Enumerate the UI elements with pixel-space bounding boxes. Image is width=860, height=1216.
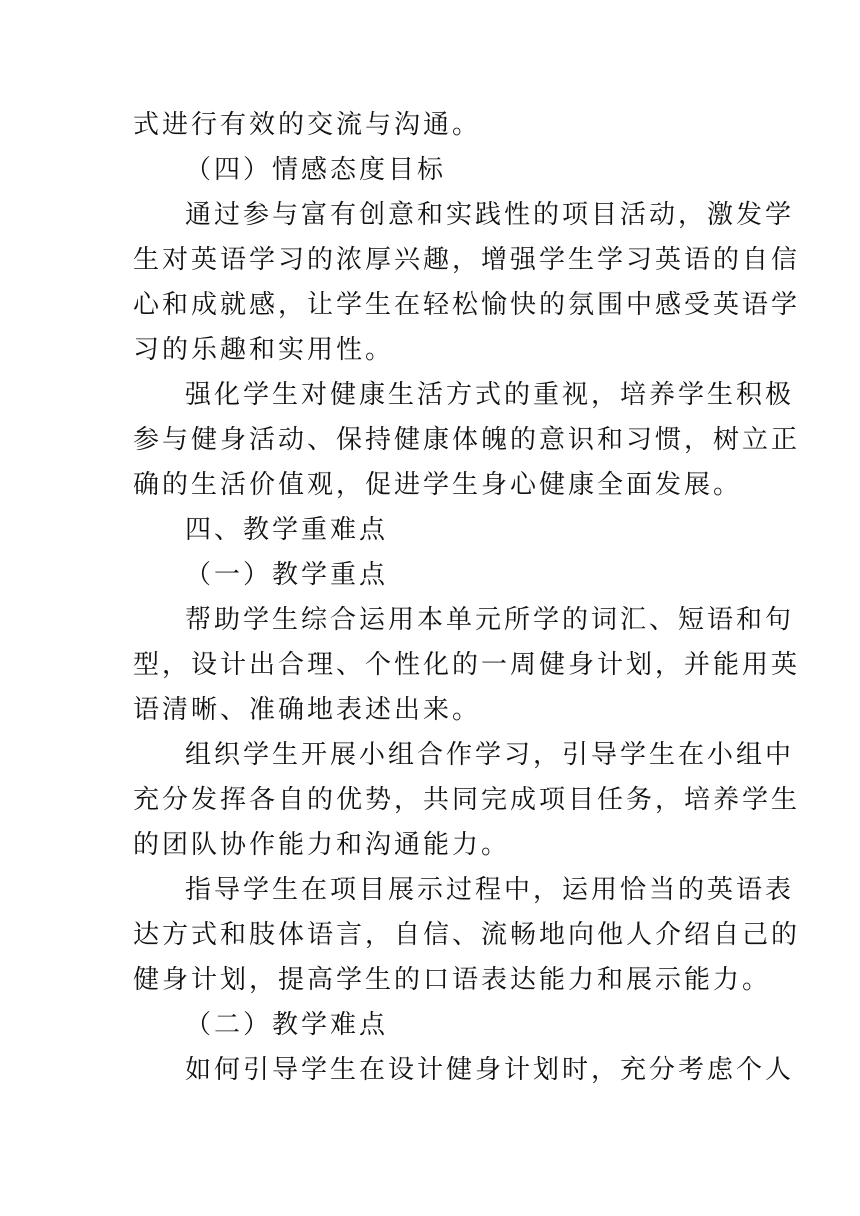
paragraph-line: 语清晰、准确地表述出来。 xyxy=(133,695,482,725)
subheading-key-points: （一）教学重点 xyxy=(185,560,389,590)
paragraph-line: 参与健身活动、保持健康体魄的意识和习惯，树立正 xyxy=(133,425,801,455)
paragraph-line: 达方式和肢体语言，自信、流畅地向他人介绍自己的 xyxy=(133,920,801,950)
paragraph-line: 心和成就感，让学生在轻松愉快的氛围中感受英语学 xyxy=(133,290,801,320)
paragraph-line: 式进行有效的交流与沟通。 xyxy=(133,110,482,140)
document-body xyxy=(133,103,801,1093)
paragraph-line: 通过参与富有创意和实践性的项目活动，激发学 xyxy=(185,200,795,230)
paragraph-line: 帮助学生综合运用本单元所学的词汇、短语和句 xyxy=(185,605,795,635)
paragraph-line: 生对英语学习的浓厚兴趣，增强学生学习英语的自信 xyxy=(133,245,801,275)
paragraph-line: 指导学生在项目展示过程中，运用恰当的英语表 xyxy=(185,875,795,905)
subheading-emotional-goals: （四）情感态度目标 xyxy=(185,155,447,185)
paragraph-line: 确的生活价值观，促进学生身心健康全面发展。 xyxy=(133,470,743,500)
paragraph-line: 组织学生开展小组合作学习，引导学生在小组中 xyxy=(185,740,795,770)
paragraph-line: 健身计划，提高学生的口语表达能力和展示能力。 xyxy=(133,965,772,995)
paragraph-line: 强化学生对健康生活方式的重视，培养学生积极 xyxy=(185,380,795,410)
paragraph-line: 型，设计出合理、个性化的一周健身计划，并能用英 xyxy=(133,650,801,680)
paragraph-line: 如何引导学生在设计健身计划时，充分考虑个人 xyxy=(185,1055,795,1085)
paragraph-line: 习的乐趣和实用性。 xyxy=(133,335,395,365)
subheading-difficult-points: （二）教学难点 xyxy=(185,1010,389,1040)
paragraph-line: 的团队协作能力和沟通能力。 xyxy=(133,830,511,860)
paragraph-line: 充分发挥各自的优势，共同完成项目任务，培养学生 xyxy=(133,785,801,815)
section-heading-key-difficult-points: 四、教学重难点 xyxy=(185,515,389,545)
